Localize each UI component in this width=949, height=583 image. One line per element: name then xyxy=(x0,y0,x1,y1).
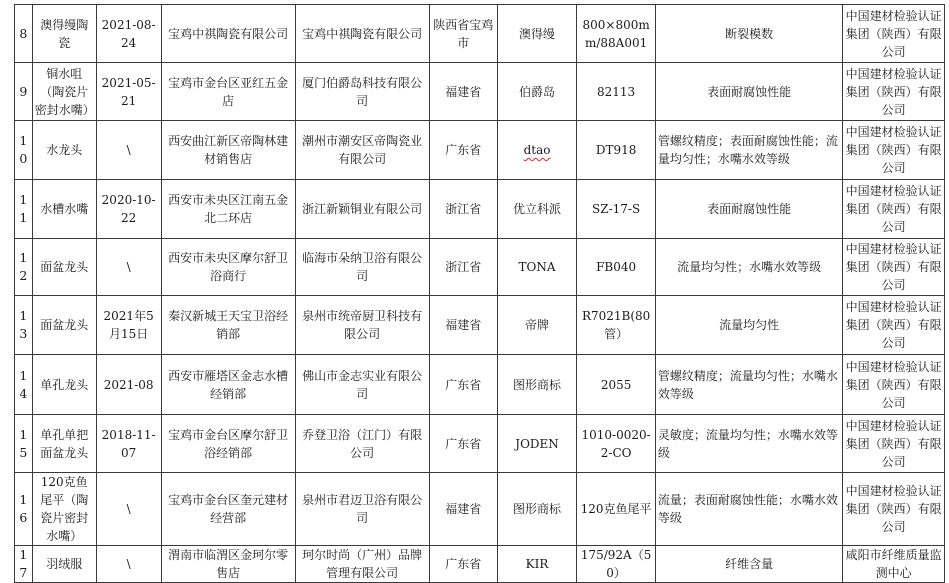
cell-failed-items xyxy=(655,180,842,239)
cell-manufacturer xyxy=(295,180,429,239)
cell-product-name xyxy=(32,415,96,473)
cell-testing-agency-text: 中国建材检验认证集团（陕西）有限公司 xyxy=(845,418,942,469)
cell-production-date-text: \ xyxy=(126,557,131,571)
cell-product-name xyxy=(32,239,96,296)
cell-product-name-text: 120克鱼尾平（陶瓷片密封水嘴） xyxy=(40,475,89,543)
cell-brand xyxy=(497,63,577,121)
cell-testing-agency xyxy=(843,355,945,415)
cell-brand xyxy=(497,473,577,546)
cell-model-spec-text: 2055 xyxy=(600,377,632,392)
cell-sampled-unit-text: 宝鸡市金台区奎元建材经营部 xyxy=(168,493,289,525)
cell-brand xyxy=(497,121,577,180)
cell-failed-items xyxy=(655,121,842,180)
cell-production-date-text: 2018-11-07 xyxy=(101,427,156,460)
cell-brand-text: 优立科派 xyxy=(513,202,562,216)
cell-failed-items xyxy=(655,239,842,296)
cell-serial-number-text: 9 xyxy=(19,83,28,99)
cell-production-date xyxy=(96,473,161,546)
cell-sampled-unit xyxy=(161,296,295,355)
table-row xyxy=(15,473,945,546)
cell-sampled-unit-text: 西安市未央区江南五金北二环店 xyxy=(168,193,289,225)
cell-testing-agency xyxy=(843,5,945,63)
cell-origin xyxy=(429,355,497,415)
cell-testing-agency xyxy=(843,546,945,583)
cell-sampled-unit-text: 西安曲江新区帝陶林建材销售店 xyxy=(168,134,289,166)
cell-origin-text: 广东省 xyxy=(445,143,482,157)
cell-manufacturer-text: 泉州市统帝厨卫科技有限公司 xyxy=(302,309,423,341)
inspection-results-sheet xyxy=(14,4,945,578)
cell-brand-text: TONA xyxy=(518,260,556,274)
cell-model-spec-text: 800×800mm/88A001 xyxy=(582,17,650,50)
cell-manufacturer xyxy=(295,546,429,583)
cell-production-date-text: 2021-08-24 xyxy=(101,17,156,50)
cell-origin-text: 浙江省 xyxy=(445,260,482,274)
cell-manufacturer-text: 宝鸡中祺陶瓷有限公司 xyxy=(302,26,423,41)
cell-brand-text: KIR xyxy=(525,557,549,571)
cell-product-name-text: 面盆龙头 xyxy=(40,260,89,274)
cell-model-spec xyxy=(577,355,656,415)
cell-testing-agency xyxy=(843,473,945,546)
cell-sampled-unit-text: 西安市雁塔区金志水槽经销部 xyxy=(168,368,289,401)
cell-serial-number xyxy=(15,121,33,180)
cell-brand xyxy=(497,355,577,415)
cell-failed-items-text: 表面耐腐蚀性能 xyxy=(707,84,792,99)
cell-serial-number xyxy=(15,180,33,239)
cell-serial-number-text: 13 xyxy=(19,308,28,341)
cell-origin-text: 福建省 xyxy=(445,502,482,516)
cell-model-spec xyxy=(577,415,656,473)
cell-testing-agency-text: 中国建材检验认证集团（陕西）有限公司 xyxy=(845,300,942,350)
cell-testing-agency-text: 中国建材检验认证集团（陕西）有限公司 xyxy=(845,242,942,292)
table-row xyxy=(15,239,945,296)
cell-product-name-text: 单孔单把面盆龙头 xyxy=(40,427,89,460)
cell-serial-number xyxy=(15,415,33,473)
cell-sampled-unit xyxy=(161,239,295,296)
cell-sampled-unit xyxy=(161,121,295,180)
table-row xyxy=(15,5,945,63)
cell-model-spec-text: 120克鱼尾平 xyxy=(580,502,652,516)
table-body xyxy=(15,5,945,583)
cell-product-name-text: 水龙头 xyxy=(46,143,83,157)
cell-failed-items xyxy=(655,296,842,355)
cell-brand-text: 帝牌 xyxy=(525,318,550,332)
cell-testing-agency-text: 中国建材检验认证集团（陕西）有限公司 xyxy=(845,184,942,234)
cell-model-spec-text: FB040 xyxy=(596,260,637,274)
cell-origin xyxy=(429,63,497,121)
table-row xyxy=(15,180,945,239)
cell-manufacturer xyxy=(295,296,429,355)
table-row xyxy=(15,355,945,415)
cell-model-spec-text: 1010-0020-2-CO xyxy=(581,427,651,460)
cell-production-date xyxy=(96,5,161,63)
cell-product-name xyxy=(32,473,96,546)
cell-testing-agency xyxy=(843,296,945,355)
cell-model-spec xyxy=(577,5,656,63)
cell-product-name-text: 水槽水嘴 xyxy=(40,202,89,216)
cell-origin xyxy=(429,5,497,63)
cell-production-date-text: \ xyxy=(126,260,131,274)
cell-product-name xyxy=(32,355,96,415)
cell-product-name-text: 羽绒服 xyxy=(46,557,83,571)
cell-origin-text: 广东省 xyxy=(445,377,482,392)
cell-brand-text: 澳得缦 xyxy=(519,26,556,41)
cell-failed-items-text: 表面耐腐蚀性能 xyxy=(707,202,792,216)
inspection-results-table xyxy=(14,4,945,583)
cell-model-spec xyxy=(577,546,656,583)
cell-serial-number xyxy=(15,239,33,296)
cell-product-name xyxy=(32,5,96,63)
cell-model-spec-text: SZ-17-S xyxy=(592,202,641,216)
cell-brand xyxy=(497,180,577,239)
cell-model-spec xyxy=(577,63,656,121)
cell-failed-items xyxy=(655,415,842,473)
cell-manufacturer-text: 厦门伯爵岛科技有限公司 xyxy=(302,75,423,108)
cell-product-name-text: 澳得缦陶瓷 xyxy=(40,17,89,50)
cell-model-spec-text: 82113 xyxy=(597,84,636,99)
cell-sampled-unit-text: 宝鸡中祺陶瓷有限公司 xyxy=(168,26,289,41)
cell-manufacturer-text: 临海市朵纳卫浴有限公司 xyxy=(302,251,423,283)
cell-brand xyxy=(497,239,577,296)
cell-sampled-unit-text: 宝鸡市金台区摩尔舒卫浴经销部 xyxy=(168,427,289,460)
cell-failed-items-text: 流量均匀性；水嘴水效等级 xyxy=(677,260,822,274)
cell-failed-items-text: 流量；表面耐腐蚀性能；水嘴水效等级 xyxy=(657,493,838,525)
cell-serial-number-text: 16 xyxy=(19,492,28,525)
cell-model-spec xyxy=(577,473,656,546)
cell-sampled-unit xyxy=(161,5,295,63)
cell-serial-number-text: 17 xyxy=(19,547,28,580)
table-row xyxy=(15,63,945,121)
cell-failed-items-text: 管螺纹精度；流量均匀性；水嘴水效等级 xyxy=(657,368,838,401)
cell-production-date-text: \ xyxy=(126,143,131,157)
cell-serial-number-text: 8 xyxy=(19,25,28,41)
cell-origin xyxy=(429,415,497,473)
cell-production-date-text: 2020-10-22 xyxy=(101,193,156,225)
cell-origin xyxy=(429,296,497,355)
cell-failed-items xyxy=(655,355,842,415)
cell-manufacturer xyxy=(295,355,429,415)
cell-manufacturer-text: 乔登卫浴（江门）有限公司 xyxy=(302,427,423,460)
cell-testing-agency-text: 中国建材检验认证集团（陕西）有限公司 xyxy=(845,359,942,410)
cell-failed-items xyxy=(655,63,842,121)
cell-failed-items-text: 管螺纹精度；表面耐腐蚀性能；流量均匀性；水嘴水效等级 xyxy=(657,134,838,166)
cell-sampled-unit-text: 宝鸡市金台区亚红五金店 xyxy=(168,75,289,108)
cell-production-date-text: 2021-08 xyxy=(103,377,154,392)
cell-product-name xyxy=(32,121,96,180)
cell-origin xyxy=(429,121,497,180)
cell-product-name-text: 单孔龙头 xyxy=(40,377,89,392)
cell-manufacturer xyxy=(295,239,429,296)
cell-failed-items xyxy=(655,546,842,583)
cell-origin-text: 浙江省 xyxy=(445,202,482,216)
cell-serial-number-text: 14 xyxy=(19,367,28,401)
cell-production-date xyxy=(96,239,161,296)
cell-origin xyxy=(429,546,497,583)
cell-production-date xyxy=(96,415,161,473)
cell-serial-number-text: 10 xyxy=(19,133,28,166)
cell-product-name xyxy=(32,63,96,121)
cell-model-spec-text: 175/92A（50） xyxy=(580,548,652,580)
cell-manufacturer xyxy=(295,63,429,121)
cell-serial-number-text: 15 xyxy=(19,426,28,460)
cell-serial-number xyxy=(15,63,33,121)
cell-origin-text: 福建省 xyxy=(445,84,482,99)
cell-origin xyxy=(429,180,497,239)
cell-sampled-unit-text: 秦汉新城王天宝卫浴经销部 xyxy=(168,309,289,341)
cell-production-date-text: 2021年5月15日 xyxy=(103,309,154,341)
cell-production-date xyxy=(96,546,161,583)
cell-testing-agency-text: 咸阳市纤维质量监测中心 xyxy=(845,548,942,580)
cell-serial-number xyxy=(15,5,33,63)
cell-testing-agency xyxy=(843,121,945,180)
cell-manufacturer-text: 浙江新颖铜业有限公司 xyxy=(302,202,423,216)
cell-origin-text: 广东省 xyxy=(445,436,482,451)
cell-manufacturer-text: 珂尔时尚（广州）品牌管理有限公司 xyxy=(302,548,423,580)
cell-manufacturer xyxy=(295,415,429,473)
cell-origin-text: 福建省 xyxy=(445,318,482,332)
cell-origin xyxy=(429,473,497,546)
cell-product-name-text: 面盆龙头 xyxy=(40,318,89,332)
cell-brand-text: 图形商标 xyxy=(513,502,562,516)
cell-origin-text: 陕西省宝鸡市 xyxy=(433,17,494,50)
cell-sampled-unit xyxy=(161,180,295,239)
cell-serial-number-text: 11 xyxy=(19,192,28,225)
cell-brand xyxy=(497,296,577,355)
cell-sampled-unit xyxy=(161,546,295,583)
cell-manufacturer-text: 泉州市君迈卫浴有限公司 xyxy=(302,493,423,525)
cell-origin-text: 广东省 xyxy=(445,557,482,571)
cell-production-date xyxy=(96,355,161,415)
cell-model-spec-text: R7021B(80管） xyxy=(581,309,651,341)
table-row xyxy=(15,546,945,583)
cell-sampled-unit xyxy=(161,415,295,473)
table-row xyxy=(15,415,945,473)
cell-testing-agency-text: 中国建材检验认证集团（陕西）有限公司 xyxy=(845,484,942,534)
cell-model-spec-text: DT918 xyxy=(595,143,637,157)
cell-manufacturer-text: 佛山市金志实业有限公司 xyxy=(302,368,423,401)
cell-brand xyxy=(497,415,577,473)
cell-serial-number xyxy=(15,355,33,415)
cell-testing-agency xyxy=(843,63,945,121)
cell-serial-number xyxy=(15,296,33,355)
cell-product-name xyxy=(32,546,96,583)
cell-serial-number-text: 12 xyxy=(19,250,28,283)
cell-model-spec xyxy=(577,239,656,296)
table-row xyxy=(15,296,945,355)
cell-manufacturer xyxy=(295,121,429,180)
cell-serial-number xyxy=(15,473,33,546)
cell-sampled-unit-text: 渭南市临渭区金珂尔零售店 xyxy=(168,548,289,580)
cell-sampled-unit xyxy=(161,63,295,121)
cell-sampled-unit xyxy=(161,473,295,546)
cell-failed-items-text: 纤维含量 xyxy=(725,557,774,571)
cell-brand xyxy=(497,5,577,63)
cell-serial-number xyxy=(15,546,33,583)
cell-testing-agency-text: 中国建材检验认证集团（陕西）有限公司 xyxy=(845,66,942,117)
cell-testing-agency xyxy=(843,239,945,296)
cell-product-name xyxy=(32,180,96,239)
cell-brand xyxy=(497,546,577,583)
cell-manufacturer-text: 潮州市潮安区帝陶瓷业有限公司 xyxy=(302,134,423,166)
cell-production-date xyxy=(96,63,161,121)
cell-testing-agency-text: 中国建材检验认证集团（陕西）有限公司 xyxy=(845,125,942,175)
cell-brand-text: dtao xyxy=(523,143,551,157)
cell-brand-text: 图形商标 xyxy=(513,377,562,392)
cell-production-date-text: 2021-05-21 xyxy=(101,75,156,108)
cell-sampled-unit-text: 西安市未央区摩尔舒卫浴商行 xyxy=(168,251,289,283)
cell-production-date-text: \ xyxy=(126,502,131,516)
cell-production-date xyxy=(96,121,161,180)
cell-model-spec xyxy=(577,180,656,239)
cell-brand-text: 伯爵岛 xyxy=(519,84,556,99)
cell-failed-items-text: 流量均匀性 xyxy=(719,318,780,332)
cell-failed-items xyxy=(655,473,842,546)
cell-origin xyxy=(429,239,497,296)
cell-production-date xyxy=(96,296,161,355)
cell-brand-text: JODEN xyxy=(515,436,559,451)
cell-failed-items xyxy=(655,5,842,63)
cell-testing-agency xyxy=(843,180,945,239)
table-row xyxy=(15,121,945,180)
cell-manufacturer xyxy=(295,473,429,546)
cell-failed-items-text: 断裂模数 xyxy=(725,26,774,41)
cell-testing-agency-text: 中国建材检验认证集团（陕西）有限公司 xyxy=(845,8,942,59)
cell-production-date xyxy=(96,180,161,239)
cell-model-spec xyxy=(577,121,656,180)
cell-manufacturer xyxy=(295,5,429,63)
cell-sampled-unit xyxy=(161,355,295,415)
cell-model-spec xyxy=(577,296,656,355)
cell-product-name-text: 铜水咀（陶瓷片密封水嘴） xyxy=(34,66,95,117)
cell-testing-agency xyxy=(843,415,945,473)
cell-failed-items-text: 灵敏度；流量均匀性；水嘴水效等级 xyxy=(657,427,838,460)
cell-product-name xyxy=(32,296,96,355)
